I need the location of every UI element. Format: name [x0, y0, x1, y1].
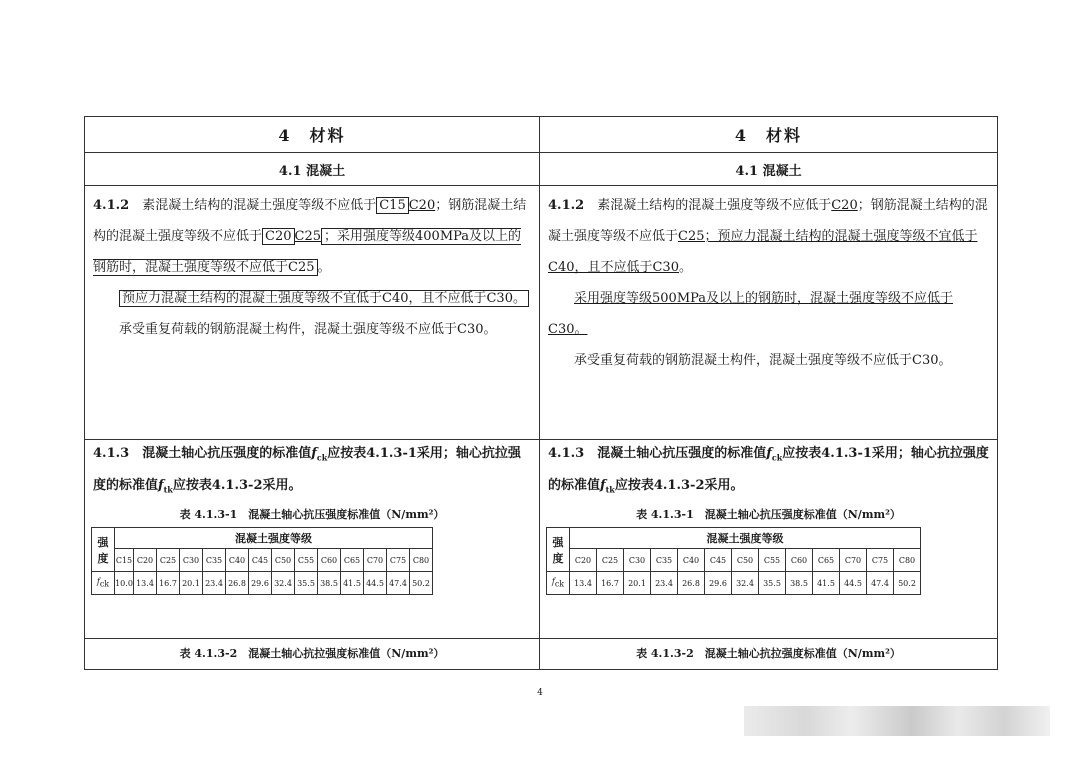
grade-header: C40 [678, 549, 705, 572]
chapter-title: 4 材料 [85, 117, 539, 153]
grade-header: C80 [894, 549, 921, 572]
boxed-text: 预应力混凝土结构的混凝土强度等级不宜低于C40，且不应低于C30。 [119, 290, 529, 307]
grade-header: C45 [249, 549, 272, 572]
clause-412-repeated-load: 承受重复荷载的钢筋混凝土构件，混凝土强度等级不应低于C30。 [574, 353, 952, 368]
clause-text: 应按表4.1.3-2采用。 [172, 477, 302, 493]
grade-header: C65 [341, 549, 364, 572]
value-cell: 32.4 [272, 572, 295, 595]
grade-header: C35 [203, 549, 226, 572]
value-cell: 44.5 [364, 572, 387, 595]
value-cell: 26.8 [678, 572, 705, 595]
grade-header: C45 [705, 549, 732, 572]
value-cell: 38.5 [318, 572, 341, 595]
group-header: 混凝土强度等级 [115, 528, 433, 549]
grade-header: C75 [387, 549, 410, 572]
clause-412-paragraph [548, 190, 991, 283]
clause-text: ；钢筋混凝土结构的混凝土强度等级不应低于 [548, 198, 988, 244]
value-cell: 20.1 [180, 572, 203, 595]
grade-header: C65 [813, 549, 840, 572]
value-cell: 47.4 [867, 572, 894, 595]
value-cell: 23.4 [203, 572, 226, 595]
value-cell: 47.4 [387, 572, 410, 595]
strength-table-right [546, 527, 921, 595]
boxed-grade: C15 [376, 197, 409, 214]
symbol-sub: ck [316, 452, 328, 463]
grade-header: C35 [651, 549, 678, 572]
grade-header: C20 [134, 549, 157, 572]
symbol-sub: tk [163, 484, 173, 495]
underlined-grade: C20 [408, 198, 436, 213]
table2-caption: 表 4.1.3-2 混凝土轴心抗拉强度标准值（N/mm²） [85, 638, 540, 669]
grade-header: C60 [318, 549, 341, 572]
clause-number: 4.1.3 [93, 446, 130, 461]
value-cell: 50.2 [894, 572, 921, 595]
clause-412-paragraph [93, 190, 533, 283]
symbol-sub: ck [771, 452, 783, 463]
symbol-cell: $f_{ck}$ [92, 572, 115, 595]
value-cell: 23.4 [651, 572, 678, 595]
clause-text: 素混凝土结构的混凝土强度等级不应低于 [597, 198, 832, 213]
document-table [84, 116, 998, 670]
grade-header: C70 [364, 549, 387, 572]
symbol-sub: tk [605, 484, 615, 495]
clause-text: 素混凝土结构的混凝土强度等级不应低于 [142, 198, 377, 213]
value-cell: 35.5 [759, 572, 786, 595]
page-number: 4 [537, 688, 543, 698]
clause-text: 应按表4.1.3-1采用；轴心抗拉强度的标准值 [93, 446, 521, 493]
value-cell: 41.5 [341, 572, 364, 595]
section-title: 4.1 混凝土 [540, 153, 997, 186]
grade-header: C40 [226, 549, 249, 572]
value-cell: 38.5 [786, 572, 813, 595]
grade-header: C55 [759, 549, 786, 572]
clause-text: 应按表4.1.3-2采用。 [614, 477, 744, 493]
value-cell: 26.8 [226, 572, 249, 595]
underlined-grade: C20 [831, 198, 858, 213]
underlined-text: C25；预应力混凝土结构的混凝土强度等级不宜低于C40，且不应低于C30 [548, 229, 978, 275]
clause-text: 混凝土轴心抗压强度的标准值 [597, 446, 767, 461]
clause-412-repeated-load: 承受重复荷载的钢筋混凝土构件，混凝土强度等级不应低于C30。 [119, 322, 497, 337]
row-header: 强 度 [92, 528, 115, 572]
grade-header: C75 [867, 549, 894, 572]
clause-412-old [85, 186, 539, 440]
section-title: 4.1 混凝土 [85, 153, 539, 186]
value-cell: 16.7 [157, 572, 180, 595]
value-cell: 10.0 [115, 572, 134, 595]
left-413 [85, 440, 540, 638]
boxed-grade: C20 [262, 228, 295, 245]
row-header: 强 度 [547, 528, 570, 572]
grade-header: C50 [732, 549, 759, 572]
symbol: f [311, 446, 317, 461]
table2-caption: 表 4.1.3-2 混凝土轴心抗拉强度标准值（N/mm²） [540, 638, 997, 669]
value-cell: 44.5 [840, 572, 867, 595]
group-header: 混凝土强度等级 [570, 528, 921, 549]
clause-412-prestressed [93, 283, 533, 314]
clause-412-new [540, 186, 997, 440]
grade-header: C20 [570, 549, 597, 572]
left-column [85, 117, 540, 440]
symbol: f [158, 477, 164, 493]
value-cell: 13.4 [134, 572, 157, 595]
symbol-cell: $f_{ck}$ [547, 572, 570, 595]
grade-header: C25 [597, 549, 624, 572]
grade-header: C55 [295, 549, 318, 572]
grade-header: C80 [410, 549, 433, 572]
clause-text: 混凝土轴心抗压强度的标准值 [142, 446, 312, 461]
right-413 [540, 440, 997, 638]
value-cell: 13.4 [570, 572, 597, 595]
clause-end: 。 [317, 260, 331, 275]
grade-header: C70 [840, 549, 867, 572]
grade-header: C60 [786, 549, 813, 572]
table1-caption: 表 4.1.3-1 混凝土轴心抗压强度标准值（N/mm²） [179, 508, 445, 522]
clause-number: 4.1.2 [548, 198, 585, 213]
value-cell: 32.4 [732, 572, 759, 595]
strength-table-left [91, 527, 433, 595]
clause-text: ；钢筋混凝土结构的混凝土强度等级不应低于 [93, 198, 527, 244]
table1-caption: 表 4.1.3-1 混凝土轴心抗压强度标准值（N/mm²） [636, 508, 901, 522]
clause-412-500mpa [548, 283, 991, 345]
clause-end: 。 [678, 260, 692, 275]
value-cell: 50.2 [410, 572, 433, 595]
right-column [540, 117, 997, 440]
clause-number: 4.1.3 [548, 446, 585, 461]
value-cell: 29.6 [249, 572, 272, 595]
symbol: f [600, 477, 606, 493]
value-cell: 35.5 [295, 572, 318, 595]
grade-header: C30 [180, 549, 203, 572]
grade-header: C50 [272, 549, 295, 572]
clause-number: 4.1.2 [93, 198, 130, 213]
boxed-text: ；采用强度等级400MPa及以上的钢筋时，混凝土强度等级不应低于C25 [93, 229, 522, 275]
watermark-blur [744, 706, 1050, 736]
value-cell: 41.5 [813, 572, 840, 595]
clause-413-text [540, 440, 997, 503]
grade-header: C15 [115, 549, 134, 572]
underlined-grade: C25 [294, 229, 322, 244]
value-cell: 16.7 [597, 572, 624, 595]
value-cell: 20.1 [624, 572, 651, 595]
value-cell: 29.6 [705, 572, 732, 595]
chapter-title: 4 材料 [540, 117, 997, 153]
symbol: f [766, 446, 772, 461]
underlined-text: 采用强度等级500MPa及以上的钢筋时，混凝土强度等级不应低于C30。 [548, 291, 954, 337]
clause-413-text [85, 440, 539, 503]
clause-text: 应按表4.1.3-1采用；轴心抗拉强度的标准值 [548, 446, 989, 493]
grade-header: C25 [157, 549, 180, 572]
grade-header: C30 [624, 549, 651, 572]
